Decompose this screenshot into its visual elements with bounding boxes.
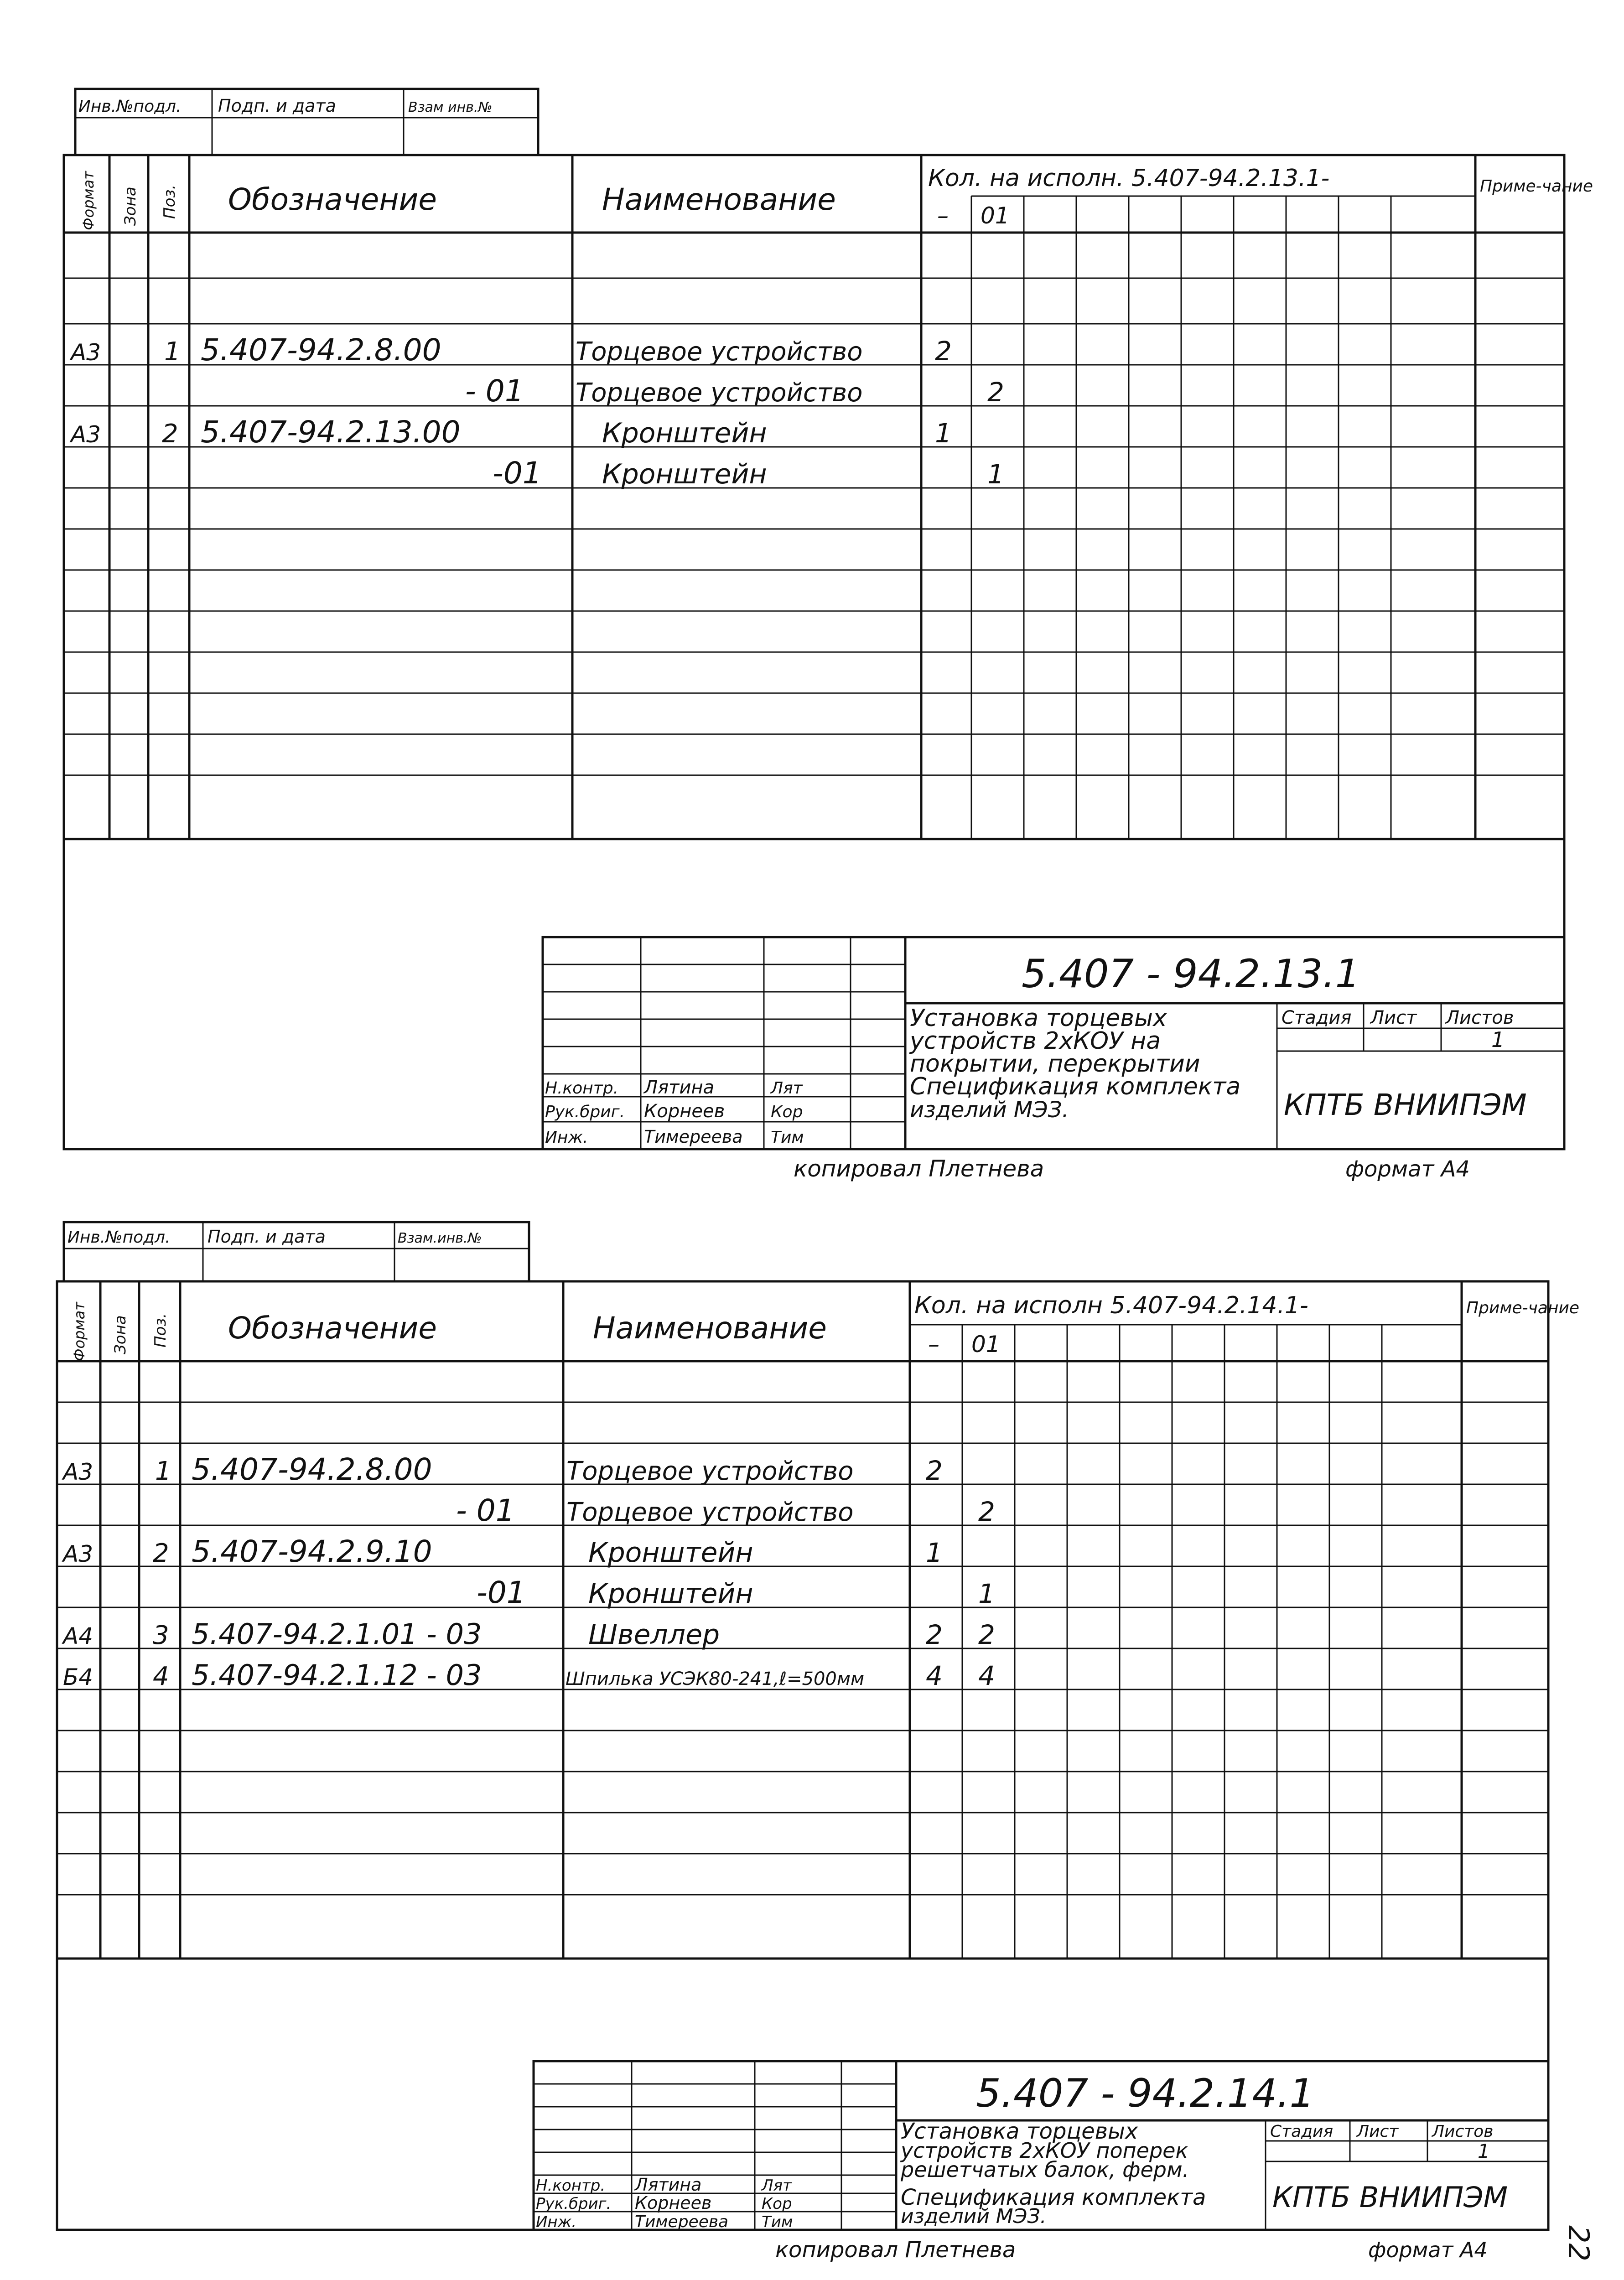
row-designation: 5.407-94.2.13.00	[201, 415, 461, 450]
copied-by: копировал Плетнева	[794, 1156, 1044, 1182]
person-name: Тимереева	[644, 1127, 743, 1147]
row-designation: - 01	[456, 1493, 515, 1528]
row-format: A3	[71, 339, 101, 366]
table-row	[465, 373, 1004, 409]
page-number: 22	[1562, 2225, 1595, 2261]
row-pos: 2	[153, 1539, 169, 1568]
spec-table	[57, 1281, 1579, 1959]
row-name: Кронштейн	[602, 417, 767, 449]
doc-title-line: Спецификация комплекта	[901, 2185, 1206, 2210]
row-qty-base: 1	[935, 418, 952, 449]
spec-table	[64, 155, 1593, 839]
row-qty-01: 2	[978, 1496, 995, 1527]
role-label: Рук.бриг.	[545, 1103, 625, 1121]
row-qty-01: 4	[978, 1660, 995, 1691]
title-block	[534, 2061, 1548, 2231]
row-pos: 1	[164, 337, 181, 367]
doc-title-line: Установка торцевых	[910, 1005, 1167, 1032]
row-name: Торцевое устройство	[576, 378, 863, 408]
role-label: Н.контр.	[545, 1079, 619, 1098]
signature: Лят	[762, 2176, 792, 2195]
row-name: Торцевое устройство	[576, 337, 863, 367]
person-name: Лятина	[644, 1077, 715, 1098]
doc-title-line: устройств 2хКОУ на	[910, 1027, 1161, 1055]
sheets-value: 1	[1478, 2140, 1490, 2162]
format-label: формат А4	[1368, 2238, 1488, 2262]
copied-by: копировал Плетнева	[775, 2237, 1016, 2263]
role-label: Н.контр.	[536, 2176, 606, 2195]
sheet-label: Лист	[1370, 1007, 1417, 1028]
col-header-exec-01: 01	[971, 1331, 1001, 1358]
format-label: формат А4	[1345, 1156, 1470, 1182]
row-qty-01: 2	[978, 1619, 995, 1650]
col-header-designation: Обозначение	[228, 182, 437, 217]
row-qty-base: 2	[926, 1455, 943, 1486]
doc-title-line: Установка торцевых	[901, 2119, 1138, 2144]
row-pos: 4	[153, 1662, 169, 1691]
col-header-exec-dash: –	[937, 202, 949, 229]
row-designation: -01	[477, 1575, 526, 1610]
strip-label: Инв.№подл.	[78, 97, 182, 116]
signature: Тим	[762, 2213, 793, 2231]
table-row	[493, 456, 1004, 491]
strip-label: Взам инв.№	[408, 99, 493, 115]
row-qty-base: 4	[926, 1660, 943, 1691]
doc-title-line: устройств 2хКОУ поперек	[901, 2138, 1188, 2163]
sheets-label: Листов	[1432, 2122, 1494, 2141]
strip-label: Подп. и дата	[218, 96, 336, 116]
table-row	[62, 1534, 943, 1569]
row-name: Торцевое устройство	[566, 1498, 854, 1527]
row-designation: -01	[493, 456, 542, 491]
table-row	[69, 415, 952, 450]
table-row	[63, 1658, 995, 1692]
row-format: A3	[63, 1459, 93, 1485]
row-qty-01: 1	[978, 1578, 995, 1609]
person-name: Корнеев	[635, 2193, 712, 2213]
sheet-1	[64, 89, 1593, 1182]
row-format: A3	[63, 1541, 93, 1567]
stamp-strip	[64, 1222, 529, 1281]
strip-label: Взам.инв.№	[398, 1230, 482, 1246]
doc-title-line: изделий МЭЗ.	[910, 1097, 1069, 1123]
doc-code: 5.407 - 94.2.14.1	[976, 2071, 1315, 2116]
table-row	[62, 1452, 943, 1487]
doc-code: 5.407 - 94.2.13.1	[1022, 951, 1360, 997]
col-header-pos: Поз.	[161, 184, 179, 219]
person-name: Лятина	[635, 2175, 702, 2195]
role-label: Инж.	[536, 2213, 577, 2231]
col-header-format: Формат	[71, 1302, 88, 1361]
col-header-zone: Зона	[111, 1315, 130, 1354]
row-designation: 5.407-94.2.8.00	[201, 332, 441, 368]
col-header-exec-dash: –	[928, 1331, 939, 1358]
col-header-format: Формат	[80, 171, 97, 230]
row-name: Кронштейн	[588, 1537, 753, 1569]
doc-title-line: решетчатых балок, ферм.	[901, 2157, 1189, 2182]
sheets-label: Листов	[1446, 1007, 1514, 1028]
table-row	[477, 1575, 995, 1610]
row-designation: 5.407-94.2.8.00	[192, 1452, 432, 1487]
row-qty-01: 2	[987, 377, 1004, 408]
col-header-exec-01: 01	[981, 202, 1010, 229]
col-header-note: Приме-чание	[1466, 1299, 1580, 1317]
row-designation: - 01	[465, 373, 524, 409]
role-label: Рук.бриг.	[536, 2195, 612, 2213]
doc-title-line: покрытии, перекрытии	[910, 1050, 1200, 1078]
organization: КПТБ ВНИИПЭМ	[1284, 1088, 1527, 1122]
stamp-strip	[75, 89, 538, 155]
col-header-qty: Кол. на исполн. 5.407-94.2.13.1-	[928, 165, 1330, 192]
row-format: A3	[71, 421, 101, 448]
signature: Тим	[771, 1128, 804, 1147]
row-format: A4	[63, 1623, 93, 1649]
strip-label: Инв.№подл.	[67, 1228, 171, 1247]
col-header-name: Наименование	[593, 1311, 827, 1346]
col-header-qty: Кол. на исполн 5.407-94.2.14.1-	[914, 1292, 1308, 1319]
row-qty-base: 2	[935, 336, 952, 367]
row-name: Кронштейн	[602, 458, 767, 490]
row-name: Шпилька УСЭК80-241,ℓ=500мм	[566, 1669, 865, 1689]
row-designation: 5.407-94.2.1.01 - 03	[192, 1617, 482, 1651]
row-qty-01: 1	[987, 459, 1004, 490]
person-name: Корнеев	[644, 1101, 725, 1122]
organization: КПТБ ВНИИПЭМ	[1272, 2181, 1508, 2214]
row-pos: 1	[155, 1456, 171, 1486]
row-designation: 5.407-94.2.1.12 - 03	[192, 1658, 482, 1692]
row-name: Кронштейн	[588, 1578, 753, 1610]
strip-label: Подп. и дата	[208, 1227, 326, 1247]
title-block	[543, 937, 1564, 1149]
sheet-2	[57, 1222, 1579, 2263]
row-pos: 2	[162, 419, 178, 449]
row-format: Б4	[63, 1664, 93, 1690]
signature: Лят	[771, 1079, 803, 1098]
sheet-frame	[57, 1281, 1548, 2230]
stage-label: Стадия	[1270, 2122, 1333, 2141]
doc-title-line: изделий МЭЗ.	[901, 2205, 1047, 2228]
row-qty-base: 1	[926, 1537, 943, 1568]
sheets-value: 1	[1491, 1027, 1505, 1052]
doc-title-line: Спецификация комплекта	[910, 1073, 1241, 1100]
col-header-name: Наименование	[602, 182, 836, 217]
col-header-designation: Обозначение	[228, 1311, 437, 1346]
signature: Кор	[771, 1103, 803, 1121]
row-pos: 3	[153, 1621, 169, 1650]
signature: Кор	[762, 2195, 792, 2213]
table-row	[456, 1493, 995, 1528]
row-designation: 5.407-94.2.9.10	[192, 1534, 432, 1569]
table-row	[69, 332, 952, 368]
col-header-zone: Зона	[121, 187, 140, 226]
row-qty-base: 2	[926, 1619, 943, 1650]
stage-label: Стадия	[1282, 1007, 1352, 1028]
col-header-pos: Поз.	[151, 1313, 170, 1347]
person-name: Тимереева	[635, 2213, 729, 2231]
role-label: Инж.	[545, 1128, 588, 1147]
table-row	[62, 1617, 995, 1651]
row-name: Швеллер	[588, 1619, 720, 1651]
col-header-note: Приме-чание	[1480, 177, 1593, 196]
sheet-label: Лист	[1357, 2122, 1399, 2141]
row-name: Торцевое устройство	[566, 1456, 854, 1486]
